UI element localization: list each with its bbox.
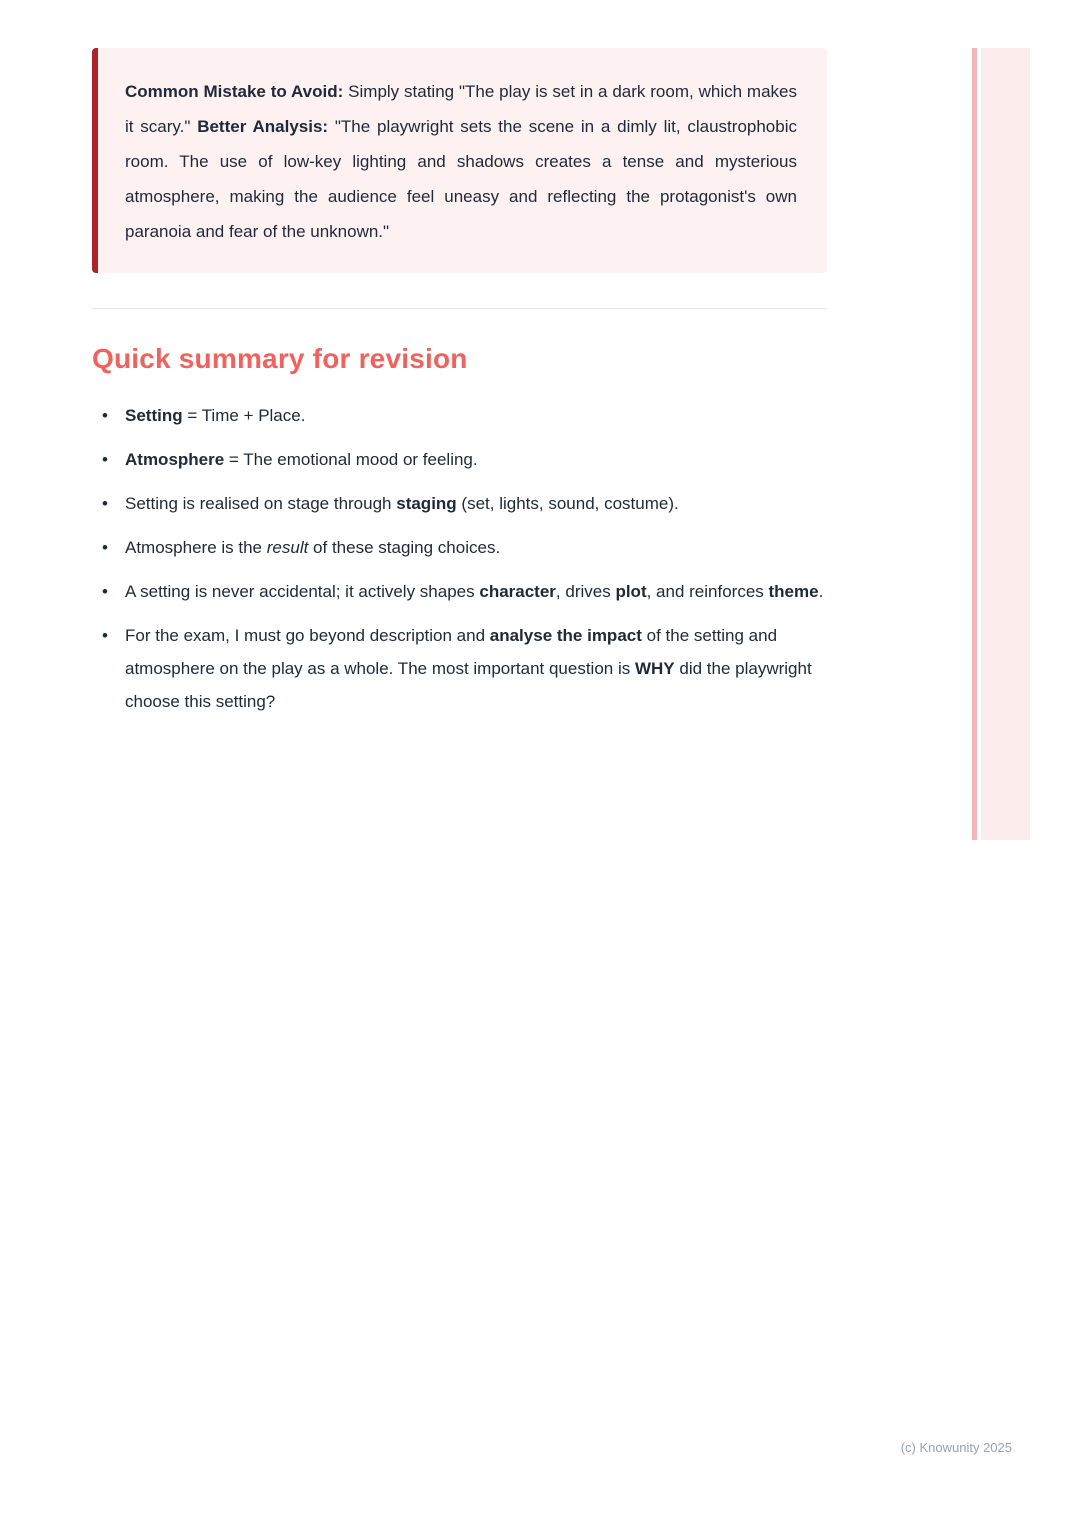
section-heading-quick-summary: Quick summary for revision: [92, 343, 468, 374]
summary-list: [92, 399, 827, 718]
page-edge-accent-panel: [981, 48, 1030, 840]
callout-common-mistake: Common Mistake to Avoid: Simply stating "The play is set in a dark room, which makes it scary." Better Analysis: "The playwright sets the scene in a dimly lit, claustrophobic room. The use of low-key lighting and shadows creates a tense and mysterious atmosphere, making the audience feel uneasy and reflecting the protagonist's own paranoia and fear of the unknown.": [92, 48, 827, 273]
copyright-note: (c) Knowunity 2025: [900, 1440, 1012, 1455]
list-item: • Atmosphere is the result of these staging choices.: [92, 531, 827, 564]
list-item: • Setting is realised on stage through staging (set, lights, sound, costume).: [92, 487, 827, 520]
list-item: • Atmosphere = The emotional mood or feeling.: [92, 443, 827, 476]
content-column: [92, 48, 827, 729]
list-item: • A setting is never accidental; it actively shapes character, drives plot, and reinforces theme.: [92, 575, 827, 608]
page-edge-accent-line: [972, 48, 977, 840]
section-divider: [92, 308, 827, 309]
list-item: • For the exam, I must go beyond description and analyse the impact of the setting and atmosphere on the play as a whole. The most important question is WHY did the playwright choose this setting?: [92, 619, 827, 718]
list-item: • Setting = Time + Place.: [92, 399, 827, 432]
